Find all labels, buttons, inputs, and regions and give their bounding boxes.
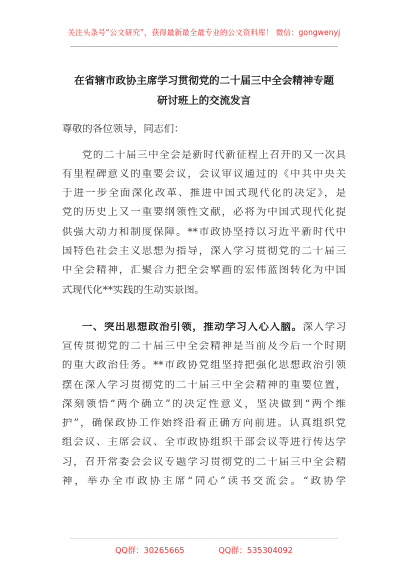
document-title-line-2: 研讨班上的交流发言 xyxy=(157,95,251,107)
section-1-line: 宣传贯彻党的二十届三中全会精神是当前及今后一个时期 xyxy=(62,341,346,352)
footer-divider xyxy=(70,538,338,539)
header-divider xyxy=(70,46,338,47)
footer-qq-group-1: QQ群：30265665 xyxy=(115,546,185,555)
salutation: 尊敬的各位领导，同志们： xyxy=(62,124,185,135)
section-1-line: 摆在深入学习贯彻党的二十届三中全会精神的重要位置， xyxy=(62,380,346,391)
section-1-heading: 一、突出思想政治引领，推动学习入心入脑。 xyxy=(82,322,303,333)
paragraph-1-line: 党的二十届三中全会是新时代新征程上召开的又一次具 xyxy=(82,150,346,161)
section-1-line: 护”，确保政协工作始终沿着正确方向前进。认真组织党 xyxy=(62,418,346,429)
footer-qq-group-2: QQ群：535304092 xyxy=(218,546,293,555)
paragraph-1-line: 有里程碑意义的重要会议，会议审议通过的《中共中央关 xyxy=(62,169,346,180)
section-1-line: 神，举办全市政协主席“同心”读书交流会。“政协学 xyxy=(62,476,346,487)
document-title-line-1: 在省辖市政协主席学习贯彻党的二十届三中全会精神专题 xyxy=(74,75,334,87)
paragraph-1-line: 供强大动力和制度保障。**市政协坚持以习近平新时代中 xyxy=(62,227,346,238)
paragraph-1-line: 中全会精神，汇聚合力把全会擘画的宏伟蓝图转化为中国 xyxy=(62,265,346,276)
section-1-line: 的重大政治任务。**市政协党组坚持把强化思想政治引领 xyxy=(62,360,346,371)
section-1-line: 深刻领悟“两个确立”的决定性意义，坚决做到“两个维 xyxy=(62,399,346,410)
section-1-line: 组会议、主席会议、全市政协组织干部会议等进行传达学 xyxy=(62,437,346,448)
paragraph-1-line: 国特色社会主义思想为指导，深入学习贯彻党的二十届三 xyxy=(62,246,346,257)
promo-header: 关注头条号“公文研究”，获得最新最全最专业的公文资料库！ 微信：gongwenyj xyxy=(67,28,341,37)
section-1-first-line-rest: 深入学习 xyxy=(302,322,346,333)
section-1-line: 习，召开常委会会议专题学习贯彻党的二十届三中全会精 xyxy=(62,457,346,468)
paragraph-1-line: 式现代化**实践的生动实景图。 xyxy=(62,285,205,296)
paragraph-1-line: 党的历史上又一重要纲领性文献，必将为中国式现代化提 xyxy=(62,207,346,218)
paragraph-1-line: 于进一步全面深化改革、推进中国式现代化的决定》，是 xyxy=(62,188,346,199)
footer-contacts xyxy=(0,545,408,556)
section-1-first-line xyxy=(82,322,346,334)
